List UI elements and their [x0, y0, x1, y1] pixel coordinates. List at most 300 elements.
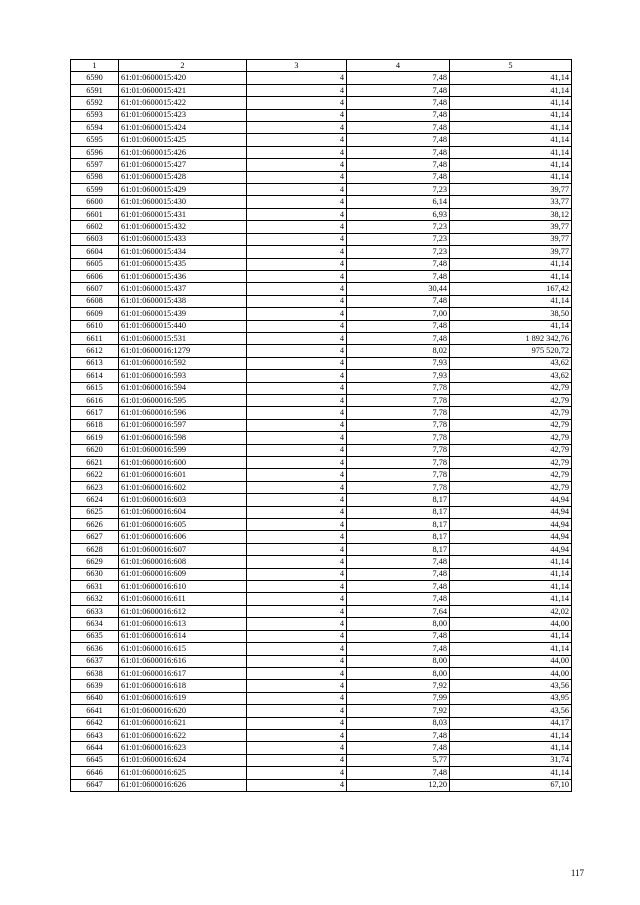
table-row	[71, 146, 572, 158]
row-number-cell: 6622	[71, 469, 119, 481]
col5-cell: 42,79	[450, 382, 572, 394]
row-number-cell: 6618	[71, 419, 119, 431]
table-row	[71, 134, 572, 146]
col5-cell: 42,02	[450, 605, 572, 617]
col4-cell: 8,17	[347, 519, 450, 531]
cadastral-number-cell: 61:01:0600015:434	[119, 246, 247, 258]
cadastral-number-cell: 61:01:0600015:435	[119, 258, 247, 270]
row-number-cell: 6644	[71, 742, 119, 754]
col4-cell: 7,78	[347, 457, 450, 469]
row-number-cell: 6607	[71, 283, 119, 295]
col3-cell: 4	[247, 444, 347, 456]
col3-cell: 4	[247, 705, 347, 717]
col4-cell: 7,93	[347, 370, 450, 382]
col5-cell: 31,74	[450, 754, 572, 766]
col4-cell: 7,23	[347, 246, 450, 258]
row-number-cell: 6596	[71, 146, 119, 158]
col3-cell: 4	[247, 556, 347, 568]
table-row	[71, 444, 572, 456]
table-row	[71, 432, 572, 444]
col5-cell: 41,14	[450, 270, 572, 282]
table-row	[71, 109, 572, 121]
col5-cell: 41,14	[450, 767, 572, 779]
row-number-cell: 6642	[71, 717, 119, 729]
cadastral-number-cell: 61:01:0600016:623	[119, 742, 247, 754]
col5-cell: 42,79	[450, 469, 572, 481]
col3-cell: 4	[247, 655, 347, 667]
row-number-cell: 6632	[71, 593, 119, 605]
col5-cell: 41,14	[450, 581, 572, 593]
col3-cell: 4	[247, 717, 347, 729]
table-row	[71, 295, 572, 307]
cadastral-number-cell: 61:01:0600016:1279	[119, 345, 247, 357]
cadastral-number-cell: 61:01:0600016:613	[119, 618, 247, 630]
cadastral-number-cell: 61:01:0600015:439	[119, 308, 247, 320]
col3-cell: 4	[247, 370, 347, 382]
row-number-cell: 6609	[71, 308, 119, 320]
col5-cell: 41,14	[450, 568, 572, 580]
page-number: 117	[570, 868, 584, 878]
table-row	[71, 457, 572, 469]
cadastral-number-cell: 61:01:0600016:604	[119, 506, 247, 518]
cadastral-number-cell: 61:01:0600016:603	[119, 494, 247, 506]
col3-cell: 4	[247, 97, 347, 109]
col4-cell: 8,03	[347, 717, 450, 729]
table-row	[71, 779, 572, 791]
col3-cell: 4	[247, 84, 347, 96]
col4-cell: 7,48	[347, 556, 450, 568]
cadastral-number-cell: 61:01:0600016:599	[119, 444, 247, 456]
table-row	[71, 159, 572, 171]
col4-cell: 7,48	[347, 97, 450, 109]
col3-cell: 4	[247, 382, 347, 394]
table-row	[71, 97, 572, 109]
row-number-cell: 6643	[71, 729, 119, 741]
col4-cell: 7,48	[347, 122, 450, 134]
table-row	[71, 680, 572, 692]
cadastral-number-cell: 61:01:0600016:593	[119, 370, 247, 382]
col5-cell: 41,14	[450, 556, 572, 568]
table-row	[71, 407, 572, 419]
row-number-cell: 6592	[71, 97, 119, 109]
row-number-cell: 6636	[71, 643, 119, 655]
col4-cell: 7,78	[347, 432, 450, 444]
cadastral-number-cell: 61:01:0600015:436	[119, 270, 247, 282]
col4-cell: 7,48	[347, 742, 450, 754]
table-row	[71, 196, 572, 208]
col4-cell: 7,48	[347, 258, 450, 270]
row-number-cell: 6623	[71, 481, 119, 493]
col5-cell: 41,14	[450, 643, 572, 655]
row-number-cell: 6637	[71, 655, 119, 667]
col3-cell: 4	[247, 407, 347, 419]
cadastral-number-cell: 61:01:0600016:605	[119, 519, 247, 531]
col5-cell: 41,14	[450, 72, 572, 84]
col3-cell: 4	[247, 729, 347, 741]
row-number-cell: 6639	[71, 680, 119, 692]
cadastral-number-cell: 61:01:0600016:609	[119, 568, 247, 580]
col3-cell: 4	[247, 667, 347, 679]
col5-cell: 41,14	[450, 729, 572, 741]
col3-cell: 4	[247, 122, 347, 134]
col4-cell: 7,48	[347, 729, 450, 741]
col3-cell: 4	[247, 394, 347, 406]
col3-cell: 4	[247, 72, 347, 84]
col4-cell: 8,17	[347, 494, 450, 506]
col5-cell: 67,10	[450, 779, 572, 791]
cadastral-number-cell: 61:01:0600016:595	[119, 394, 247, 406]
table-row	[71, 519, 572, 531]
row-number-cell: 6602	[71, 221, 119, 233]
table-row	[71, 754, 572, 766]
table-row	[71, 258, 572, 270]
col3-cell: 4	[247, 171, 347, 183]
cadastral-number-cell: 61:01:0600016:626	[119, 779, 247, 791]
row-number-cell: 6617	[71, 407, 119, 419]
col4-cell: 7,78	[347, 407, 450, 419]
cadastral-number-cell: 61:01:0600015:430	[119, 196, 247, 208]
col3-cell: 4	[247, 320, 347, 332]
cadastral-number-cell: 61:01:0600016:624	[119, 754, 247, 766]
col5-cell: 975 520,72	[450, 345, 572, 357]
table-row	[71, 729, 572, 741]
col3-cell: 4	[247, 742, 347, 754]
row-number-cell: 6600	[71, 196, 119, 208]
col4-cell: 7,48	[347, 332, 450, 344]
table-row	[71, 394, 572, 406]
col5-cell: 44,00	[450, 618, 572, 630]
table-row	[71, 370, 572, 382]
row-number-cell: 6646	[71, 767, 119, 779]
row-number-cell: 6598	[71, 171, 119, 183]
col3-cell: 4	[247, 568, 347, 580]
col4-cell: 7,48	[347, 270, 450, 282]
col4-cell: 6,93	[347, 208, 450, 220]
col4-cell: 7,48	[347, 643, 450, 655]
row-number-cell: 6635	[71, 630, 119, 642]
cadastral-number-cell: 61:01:0600016:620	[119, 705, 247, 717]
col3-cell: 4	[247, 270, 347, 282]
col5-cell: 41,14	[450, 258, 572, 270]
col4-cell: 7,78	[347, 394, 450, 406]
table-row	[71, 581, 572, 593]
table-row	[71, 494, 572, 506]
cadastral-number-cell: 61:01:0600015:438	[119, 295, 247, 307]
table-row	[71, 246, 572, 258]
col5-cell: 42,79	[450, 444, 572, 456]
cadastral-number-cell: 61:01:0600016:610	[119, 581, 247, 593]
cadastral-number-cell: 61:01:0600015:423	[119, 109, 247, 121]
col4-cell: 8,00	[347, 667, 450, 679]
cadastral-number-cell: 61:01:0600015:425	[119, 134, 247, 146]
col3-cell: 4	[247, 643, 347, 655]
cadastral-number-cell: 61:01:0600016:615	[119, 643, 247, 655]
table-row	[71, 320, 572, 332]
cadastral-number-cell: 61:01:0600016:618	[119, 680, 247, 692]
col3-cell: 4	[247, 680, 347, 692]
row-number-cell: 6608	[71, 295, 119, 307]
col4-cell: 7,48	[347, 295, 450, 307]
col4-cell: 7,78	[347, 419, 450, 431]
cadastral-number-cell: 61:01:0600016:598	[119, 432, 247, 444]
row-number-cell: 6594	[71, 122, 119, 134]
table-row	[71, 742, 572, 754]
col5-cell: 41,14	[450, 84, 572, 96]
cadastral-number-cell: 61:01:0600016:608	[119, 556, 247, 568]
table-body	[71, 72, 572, 792]
col5-cell: 44,00	[450, 667, 572, 679]
table-row	[71, 705, 572, 717]
row-number-cell: 6640	[71, 692, 119, 704]
col3-cell: 4	[247, 109, 347, 121]
row-number-cell: 6631	[71, 581, 119, 593]
col4-cell: 7,48	[347, 159, 450, 171]
cadastral-number-cell: 61:01:0600016:616	[119, 655, 247, 667]
col4-cell: 30,44	[347, 283, 450, 295]
header-row	[71, 60, 572, 72]
col4-cell: 7,99	[347, 692, 450, 704]
col5-cell: 42,79	[450, 419, 572, 431]
col5-cell: 41,14	[450, 97, 572, 109]
col3-cell: 4	[247, 295, 347, 307]
row-number-cell: 6624	[71, 494, 119, 506]
table-row	[71, 692, 572, 704]
row-number-cell: 6619	[71, 432, 119, 444]
cadastral-number-cell: 61:01:0600015:420	[119, 72, 247, 84]
col5-cell: 42,79	[450, 481, 572, 493]
cadastral-number-cell: 61:01:0600015:421	[119, 84, 247, 96]
col4-cell: 7,48	[347, 593, 450, 605]
table-row	[71, 419, 572, 431]
col4-cell: 7,92	[347, 705, 450, 717]
col5-cell: 43,56	[450, 680, 572, 692]
col5-cell: 41,14	[450, 320, 572, 332]
table-row	[71, 481, 572, 493]
col5-cell: 41,14	[450, 134, 572, 146]
cadastral-number-cell: 61:01:0600016:617	[119, 667, 247, 679]
col5-cell: 41,14	[450, 159, 572, 171]
row-number-cell: 6626	[71, 519, 119, 531]
col4-cell: 8,00	[347, 655, 450, 667]
col3-cell: 4	[247, 258, 347, 270]
row-number-cell: 6634	[71, 618, 119, 630]
row-number-cell: 6599	[71, 184, 119, 196]
table-row	[71, 233, 572, 245]
row-number-cell: 6590	[71, 72, 119, 84]
col4-cell: 7,78	[347, 469, 450, 481]
data-table	[70, 59, 572, 792]
col5-cell: 41,14	[450, 295, 572, 307]
col4-cell: 7,48	[347, 171, 450, 183]
cadastral-number-cell: 61:01:0600016:625	[119, 767, 247, 779]
cadastral-number-cell: 61:01:0600015:431	[119, 208, 247, 220]
cadastral-number-cell: 61:01:0600016:619	[119, 692, 247, 704]
col4-cell: 7,48	[347, 72, 450, 84]
col5-cell: 39,77	[450, 184, 572, 196]
table-row	[71, 568, 572, 580]
table-row	[71, 469, 572, 481]
col5-cell: 44,00	[450, 655, 572, 667]
col3-cell: 4	[247, 469, 347, 481]
col3-cell: 4	[247, 519, 347, 531]
row-number-cell: 6597	[71, 159, 119, 171]
row-number-cell: 6593	[71, 109, 119, 121]
cadastral-number-cell: 61:01:0600016:612	[119, 605, 247, 617]
column-header-4: 4	[347, 60, 450, 72]
col3-cell: 4	[247, 543, 347, 555]
col3-cell: 4	[247, 283, 347, 295]
col5-cell: 44,94	[450, 506, 572, 518]
row-number-cell: 6612	[71, 345, 119, 357]
col3-cell: 4	[247, 506, 347, 518]
table-row	[71, 357, 572, 369]
cadastral-number-cell: 61:01:0600016:597	[119, 419, 247, 431]
row-number-cell: 6629	[71, 556, 119, 568]
col3-cell: 4	[247, 134, 347, 146]
col3-cell: 4	[247, 605, 347, 617]
row-number-cell: 6610	[71, 320, 119, 332]
col4-cell: 7,48	[347, 134, 450, 146]
col4-cell: 7,23	[347, 184, 450, 196]
table-row	[71, 667, 572, 679]
cadastral-number-cell: 61:01:0600016:596	[119, 407, 247, 419]
col3-cell: 4	[247, 419, 347, 431]
row-number-cell: 6621	[71, 457, 119, 469]
table-row	[71, 630, 572, 642]
table-row	[71, 308, 572, 320]
col5-cell: 44,94	[450, 543, 572, 555]
cadastral-number-cell: 61:01:0600015:433	[119, 233, 247, 245]
row-number-cell: 6628	[71, 543, 119, 555]
col5-cell: 38,50	[450, 308, 572, 320]
cadastral-number-cell: 61:01:0600015:422	[119, 97, 247, 109]
col3-cell: 4	[247, 196, 347, 208]
cadastral-number-cell: 61:01:0600016:611	[119, 593, 247, 605]
column-header-5: 5	[450, 60, 572, 72]
col3-cell: 4	[247, 159, 347, 171]
col4-cell: 7,23	[347, 221, 450, 233]
col3-cell: 4	[247, 184, 347, 196]
row-number-cell: 6615	[71, 382, 119, 394]
row-number-cell: 6603	[71, 233, 119, 245]
col3-cell: 4	[247, 618, 347, 630]
cadastral-number-cell: 61:01:0600016:622	[119, 729, 247, 741]
table-row	[71, 655, 572, 667]
col4-cell: 7,64	[347, 605, 450, 617]
col5-cell: 39,77	[450, 221, 572, 233]
col5-cell: 43,62	[450, 357, 572, 369]
col4-cell: 8,17	[347, 531, 450, 543]
cadastral-number-cell: 61:01:0600015:428	[119, 171, 247, 183]
col5-cell: 41,14	[450, 146, 572, 158]
row-number-cell: 6614	[71, 370, 119, 382]
table-row	[71, 283, 572, 295]
col5-cell: 41,14	[450, 109, 572, 121]
col4-cell: 7,00	[347, 308, 450, 320]
row-number-cell: 6605	[71, 258, 119, 270]
col5-cell: 43,62	[450, 370, 572, 382]
col4-cell: 7,48	[347, 84, 450, 96]
col3-cell: 4	[247, 345, 347, 357]
table-row	[71, 72, 572, 84]
table-row	[71, 171, 572, 183]
cadastral-number-cell: 61:01:0600016:592	[119, 357, 247, 369]
col4-cell: 7,48	[347, 767, 450, 779]
col4-cell: 8,02	[347, 345, 450, 357]
table-row	[71, 531, 572, 543]
table-row	[71, 643, 572, 655]
table-row	[71, 184, 572, 196]
col3-cell: 4	[247, 308, 347, 320]
col3-cell: 4	[247, 779, 347, 791]
col5-cell: 38,12	[450, 208, 572, 220]
column-header-2: 2	[119, 60, 247, 72]
row-number-cell: 6627	[71, 531, 119, 543]
cadastral-number-cell: 61:01:0600015:432	[119, 221, 247, 233]
col4-cell: 8,00	[347, 618, 450, 630]
column-header-1: 1	[71, 60, 119, 72]
col5-cell: 41,14	[450, 171, 572, 183]
cadastral-number-cell: 61:01:0600015:424	[119, 122, 247, 134]
row-number-cell: 6595	[71, 134, 119, 146]
row-number-cell: 6620	[71, 444, 119, 456]
cadastral-number-cell: 61:01:0600016:621	[119, 717, 247, 729]
cadastral-number-cell: 61:01:0600016:606	[119, 531, 247, 543]
col3-cell: 4	[247, 233, 347, 245]
col4-cell: 12,20	[347, 779, 450, 791]
col4-cell: 8,17	[347, 543, 450, 555]
table-row	[71, 605, 572, 617]
col4-cell: 7,48	[347, 320, 450, 332]
row-number-cell: 6647	[71, 779, 119, 791]
col3-cell: 4	[247, 593, 347, 605]
column-header-3: 3	[247, 60, 347, 72]
col4-cell: 7,48	[347, 568, 450, 580]
col3-cell: 4	[247, 146, 347, 158]
col5-cell: 41,14	[450, 630, 572, 642]
cadastral-number-cell: 61:01:0600015:437	[119, 283, 247, 295]
col5-cell: 44,94	[450, 531, 572, 543]
col3-cell: 4	[247, 208, 347, 220]
col4-cell: 7,48	[347, 146, 450, 158]
col3-cell: 4	[247, 246, 347, 258]
col5-cell: 42,79	[450, 407, 572, 419]
col5-cell: 41,14	[450, 122, 572, 134]
col4-cell: 7,48	[347, 581, 450, 593]
col5-cell: 43,95	[450, 692, 572, 704]
col3-cell: 4	[247, 357, 347, 369]
col3-cell: 4	[247, 481, 347, 493]
table-row	[71, 506, 572, 518]
col5-cell: 44,94	[450, 494, 572, 506]
row-number-cell: 6616	[71, 394, 119, 406]
col5-cell: 41,14	[450, 742, 572, 754]
col3-cell: 4	[247, 332, 347, 344]
table-row	[71, 270, 572, 282]
col3-cell: 4	[247, 767, 347, 779]
table-row	[71, 593, 572, 605]
cadastral-number-cell: 61:01:0600015:427	[119, 159, 247, 171]
row-number-cell: 6601	[71, 208, 119, 220]
col3-cell: 4	[247, 531, 347, 543]
row-number-cell: 6625	[71, 506, 119, 518]
col5-cell: 42,79	[450, 457, 572, 469]
table-row	[71, 221, 572, 233]
col4-cell: 7,48	[347, 109, 450, 121]
col3-cell: 4	[247, 432, 347, 444]
cadastral-number-cell: 61:01:0600016:602	[119, 481, 247, 493]
col3-cell: 4	[247, 692, 347, 704]
